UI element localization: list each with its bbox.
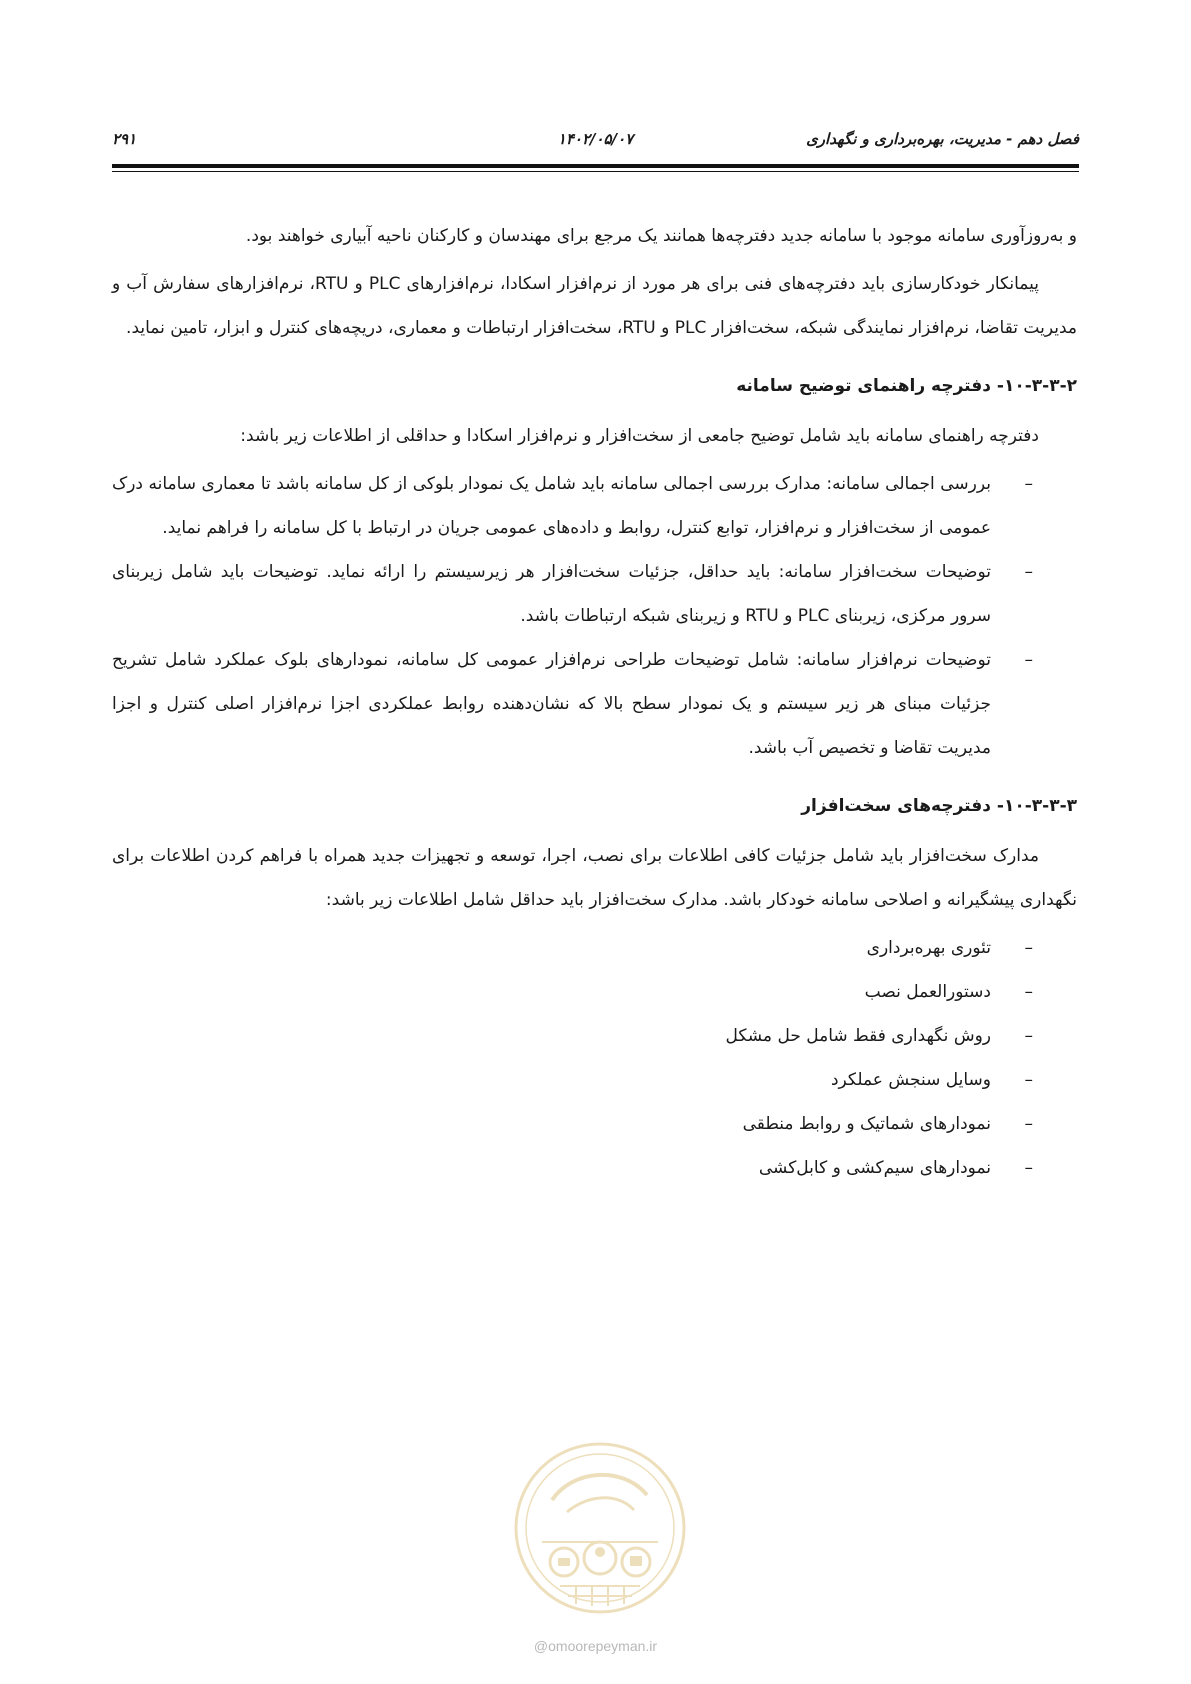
- header-rule-thick: [112, 164, 1079, 168]
- page-number: ۲۹۱: [112, 130, 137, 148]
- paragraph-1: و به‌روزآوری سامانه موجود با سامانه جدید دفترچه‌ها همانند یک مرجع برای مهندسان و کارکنان ناحیه آبیاری خواهند بود.: [245, 226, 1077, 246]
- section1-bullet-list: [112, 462, 1077, 770]
- list-item: – بررسی اجمالی سامانه: مدارک بررسی اجمالی سامانه باید شامل یک نمودار بلوکی از کل سامانه باشد تا معماری سامانه درک عمومی از سخت‌افزار و نرم‌افزار، توابع کنترل، روابط و داده‌های عمومی جریان در ارتباط با کل سامانه را فراهم نماید.: [112, 462, 1077, 550]
- header-date: ۱۴۰۲/۰۵/۰۷: [557, 130, 634, 148]
- section-heading-system-manual: ۱۰-۳-۳-۲- دفترچه راهنمای توضیح سامانه: [736, 376, 1077, 396]
- dash-bullet-icon: –: [1024, 562, 1033, 582]
- paragraph-2: پیمانکار خودکارسازی باید دفترچه‌های فنی برای هر مورد از نرم‌افزار اسکادا، نرم‌افزارهای PLC و RTU، نرم‌افزارهای سفارش آب و مدیریت تقاضا، نرم‌افزار نمایندگی شبکه، سخت‌افزار PLC و RTU، سخت‌افزار ارتباطات و معماری، دریچه‌های کنترل و ابزار، تامین نماید.: [112, 274, 1077, 338]
- list-item: – روش نگهداری فقط شامل حل مشکل: [112, 1014, 1077, 1058]
- watermark-url: @omoorepeyman.ir: [533, 1638, 658, 1654]
- dash-bullet-icon: –: [1024, 982, 1033, 1002]
- dash-bullet-icon: –: [1024, 474, 1033, 494]
- section1-intro: دفترچه راهنمای سامانه باید شامل توضیح جامعی از سخت‌افزار و نرم‌افزار اسکادا و حداقلی از اطلاعات زیر باشد:: [240, 426, 1039, 446]
- section-heading-hardware-manuals: ۱۰-۳-۳-۳- دفترچه‌های سخت‌افزار: [801, 796, 1077, 816]
- list-item: – توضیحات نرم‌افزار سامانه: شامل توضیحات طراحی نرم‌افزار عمومی کل سامانه، نمودارهای بلوک عملکرد شامل تشریح جزئیات مبنای هر زیر سیستم و یک نمودار سطح بالا که نشان‌دهنده روابط عملکردی اجزا نرم‌افزار اصلی کنترل و اجزا مدیریت تقاضا و تخصیص آب باشد.: [112, 638, 1077, 770]
- page-header: [112, 128, 1079, 154]
- list-item: – نمودارهای سیم‌کشی و کابل‌کشی: [112, 1146, 1077, 1190]
- dash-bullet-icon: –: [1024, 1026, 1033, 1046]
- dash-bullet-icon: –: [1024, 938, 1033, 958]
- chapter-title: فصل دهم - مدیریت، بهره‌برداری و نگهداری: [806, 130, 1079, 148]
- list-item: – نمودارهای شماتیک و روابط منطقی: [112, 1102, 1077, 1146]
- list-item: – دستورالعمل نصب: [112, 970, 1077, 1014]
- dash-bullet-icon: –: [1024, 1114, 1033, 1134]
- section2-intro: مدارک سخت‌افزار باید شامل جزئیات کافی اطلاعات برای نصب، اجرا، توسعه و تجهیزات جدید همراه با فراهم کردن اطلاعات برای نگهداری پیشگیرانه و اصلاحی سامانه خودکار باشد. مدارک سخت‌افزار باید حداقل شامل اطلاعات زیر باشد:: [112, 846, 1077, 910]
- dash-bullet-icon: –: [1024, 1158, 1033, 1178]
- list-item: – وسایل سنجش عملکرد: [112, 1058, 1077, 1102]
- page-body: [112, 214, 1077, 1190]
- section2-item-list: [112, 926, 1077, 1190]
- omoorepeyman-seal-icon: [512, 1440, 688, 1616]
- dash-bullet-icon: –: [1024, 650, 1033, 670]
- header-rule-thin: [112, 171, 1079, 172]
- list-item: – توضیحات سخت‌افزار سامانه: باید حداقل، جزئیات سخت‌افزار هر زیرسیستم را ارائه نماید. توضیحات باید شامل زیربنای سرور مرکزی، زیربنای PLC و RTU و زیربنای شبکه ارتباطات باشد.: [112, 550, 1077, 638]
- list-item: – تئوری بهره‌برداری: [112, 926, 1077, 970]
- dash-bullet-icon: –: [1024, 1070, 1033, 1090]
